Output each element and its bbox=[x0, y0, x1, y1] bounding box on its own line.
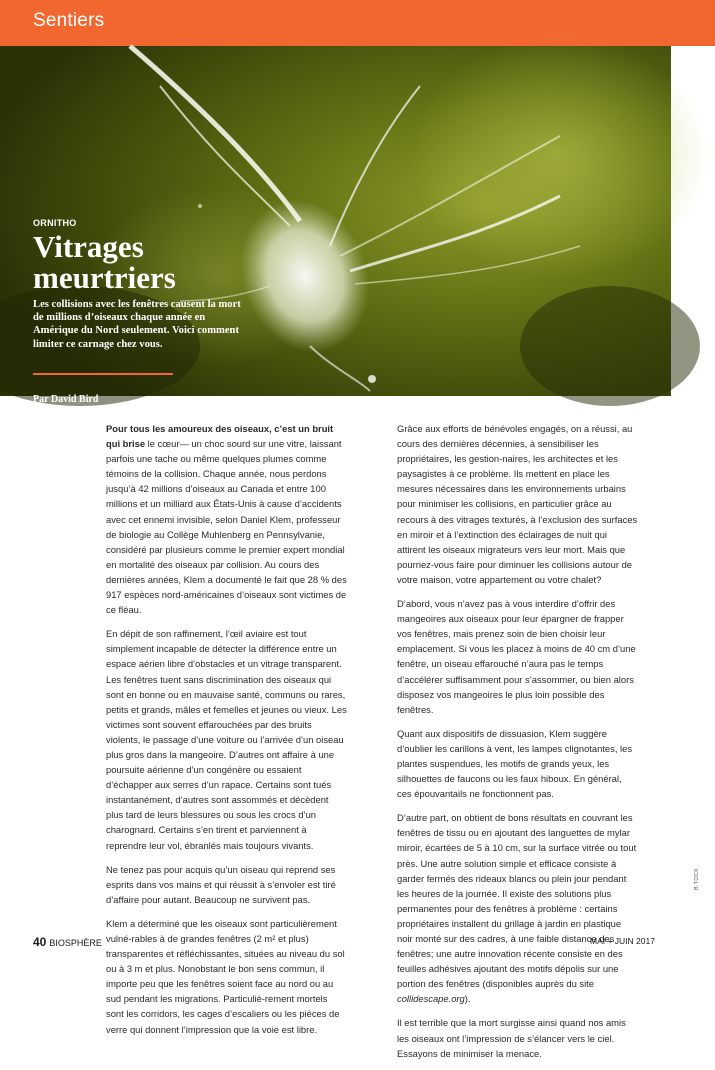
article-lede: Les collisions avec les fenêtres causent la mort de millions d’oiseaux chaque année en Amérique du Nord seulement. Voici comment limiter ce carnage chez vous. bbox=[33, 299, 241, 350]
paragraph: En dépit de son raffinement, l’œil aviaire est tout simplement incapable de détecter la différence entre un espace aérien libre d’obstacles et un vitrage transparent. Les fenêtres tuent sans discrimination des oiseaux qui sont en bonne ou en mauvaise santé, communs ou rares, petits et grands, mâles et femelles et jeunes ou vieux. Les victimes sont souvent effarouchées par des bruits violents, le passage d’une voiture ou l’arrivée d’un oiseau plus gros dans la mangeoire. D’autres ont affaire à une poursuite aérienne d’un congénère ou essaient d’échapper aux serres d’un rapace. Certains sont tués instantanément, d’autres sont assommés et décèdent plus tard de leurs blessures ou sous les crocs d’un charognard. Certains s’en tirent et parviennent à reprendre leur vol, ébranlés mais toujours vivants. bbox=[106, 628, 347, 851]
article-byline: Par David Bird bbox=[33, 394, 99, 405]
paragraph: Klem a déterminé que les oiseaux sont particulièrement vulné-rables à de grandes fenêtres (2 m² et plus) transparentes et réfléchissantes, situées au niveau du sol ou à 3 m et plus. Nonobstant le bon sens commun, il importe peu que les fenêtres soient face au nord ou au sud pendant les migrations. Particuliè-rement mortels sont les corridors, les cages d’escaliers ou les pièces de verre qui donnent l’impression que la voie est libre. bbox=[106, 917, 345, 1035]
paragraph: D’autre part, on obtient de bons résultats en couvrant les fenêtres de tissu ou en ajoutant des languettes de mylar miroir, écartées de 5 à 10 cm, sur la surface vitrée ou tout près. Une autre solution simple et efficace consiste à garder fermés des rideaux blancs ou plein jour pendant les heures de la journée. Il existe des solutions plus permanentes pour des fenêtres à problème : certains propriétaires installent du grillage à jardin en plastique noir monté sur des cadres, à une faible distance des fenêtres; une autre innovation récente consiste en des feuilles adhésives ajoutant des motifs dépolis sur une portion des fenêtres (disponibles auprès du site collidescape.org). bbox=[397, 812, 637, 1005]
article-title: Vitrages meurtriers bbox=[33, 229, 176, 295]
paragraph: Il est terrible que la mort surgisse ainsi quand nos amis les oiseaux ont l’impression de s’élancer vers le ciel. Essayons de minimiser la menace. bbox=[397, 1017, 626, 1059]
paragraph: Ne tenez pas pour acquis qu’un oiseau qui reprend ses esprits dans vos mains et qui réussit à s’envoler est tiré d’affaire pour autant. Beaucoup ne survivent pas. bbox=[106, 863, 336, 905]
website-reference: collidescape.org bbox=[397, 993, 465, 1005]
paragraph: Grâce aux efforts de bénévoles engagés, on a réussi, au cours des dernières décennies, à sensibiliser les propriétaires, les gestion-naires, les architectes et les paysagistes à ce problème. Ils mettent en place les mesures nécessaires dans les environnements urbains pour minimiser les collisions, en particulier grâce au recours à des vitrages texturés, à l’exclusion des surfaces en miroir et à l’extinction des éclairages de nuit qui attirent les oiseaux migrateurs vers leur mort. Mais que pourriez-vous faire pour diminuer les collisions autour de votre maison, votre appartement ou votre chalet? bbox=[397, 423, 638, 585]
paragraph: Quant aux dispositifs de dissuasion, Klem suggère d’oublier les carillons à vent, les lampes clignotantes, les plantes suspendues, les motifs de grands yeux, les silhouettes de faucons ou les faux hiboux. En général, ces épouvantails ne fonctionnent pas. bbox=[397, 727, 633, 800]
article-kicker: ORNITHO bbox=[33, 218, 77, 228]
paragraph: D’abord, vous n’avez pas à vous interdire d’offrir des mangeoires aux oiseaux pour leur épargner de frapper vos fenêtres, mais prenez soin de bien choisir leur emplacement. Si vous les placez à moins de 40 cm d’une fenêtre, un oiseau effarouché n’aura pas le temps d’accélérer suffisamment pour s’assommer, ou bien alors disposez vos mangeoires le plus loin possible des fenêtres. bbox=[397, 598, 636, 715]
photo-credit: B.TOCK bbox=[694, 867, 700, 890]
orange-divider bbox=[33, 373, 173, 375]
lead-in: Pour tous les amoureux des oiseaux, c’est un bruit qui brise bbox=[106, 423, 334, 450]
folio-left bbox=[33, 935, 102, 949]
section-header-bar bbox=[0, 0, 715, 46]
issue-date: MAI + JUIN 2017 bbox=[590, 936, 655, 946]
page-number: 40 bbox=[33, 935, 47, 949]
text-column-right bbox=[397, 421, 638, 1070]
paragraph: Pour tous les amoureux des oiseaux, c’est un bruit qui brise le cœur— un choc sourd sur une vitre, laissant parfois une tache ou même quelques plumes comme témoins de la collision. Chaque année, nous perdons jusqu’à 42 millions d’oiseaux au Canada et entre 100 millions et un milliard aux États-Unis à cause d’accidents avec cet ennemi invisible, selon Daniel Klem, professeur de biologie au Collège Muhlenberg en Pennsylvanie, considéré par plusieurs comme le premier expert mondial en mortalité des oiseaux par collision. Au cours des dernières années, Klem a documenté le fait que 28 % des 917 espèces nord-américaines d’oiseaux sont victimes de ce fléau. bbox=[106, 423, 347, 616]
section-title: Sentiers bbox=[33, 10, 105, 31]
magazine-name: BIOSPHÈRE bbox=[49, 938, 102, 948]
text-column-left bbox=[106, 421, 347, 1046]
hero-photo bbox=[0, 46, 671, 405]
